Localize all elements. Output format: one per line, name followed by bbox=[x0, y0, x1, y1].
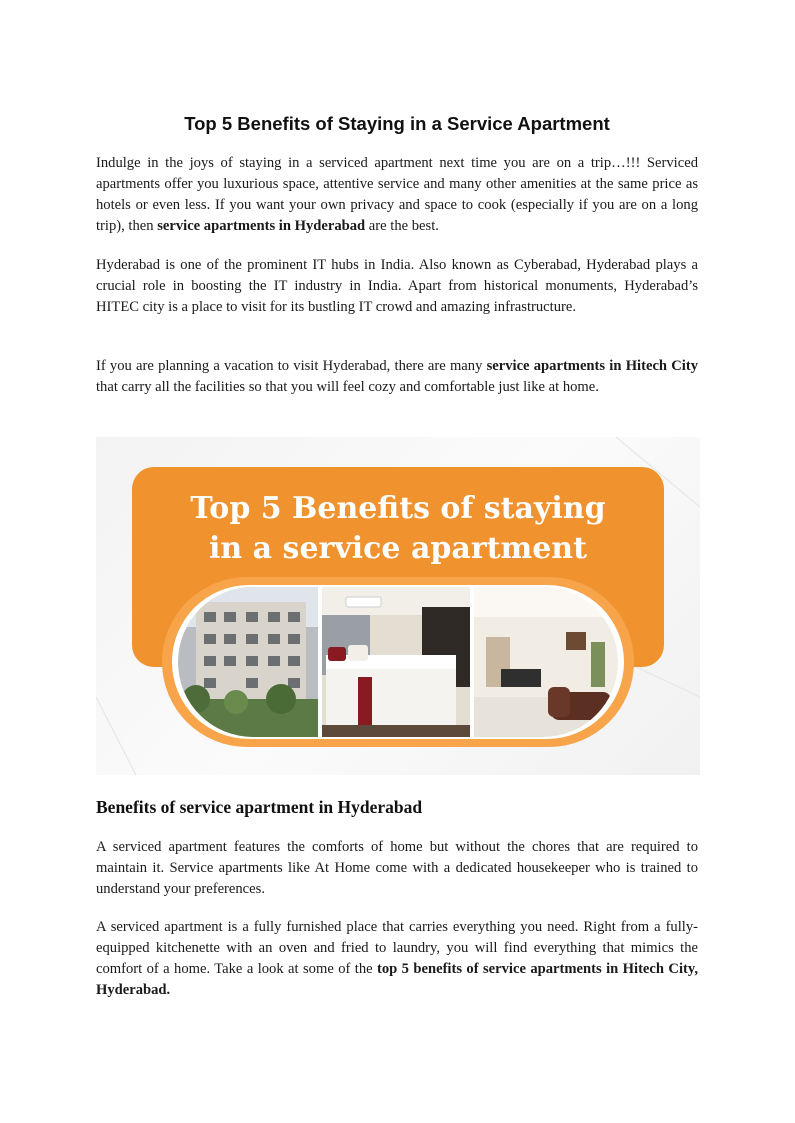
page-title: Top 5 Benefits of Staying in a Service Apartment bbox=[184, 113, 610, 134]
intro-paragraph-1-text: Indulge in the joys of staying in a serviced apartment next time you are on a trip…!!! Serviced apartments offer you luxurious space, attentive service and many other amenities at the same price as hotels or even less. If you want your own privacy and space to cook (especially if you are on a long trip), then bbox=[96, 155, 698, 234]
section-heading: Benefits of service apartment in Hyderabad bbox=[96, 797, 423, 817]
section-paragraph-2 bbox=[96, 917, 698, 1001]
banner-title-line-1: Top 5 Benefits of staying bbox=[190, 491, 606, 526]
banner-graphic bbox=[96, 437, 700, 775]
bedroom-photo bbox=[322, 587, 470, 737]
intro-paragraph-3 bbox=[96, 356, 698, 398]
top-5-benefits-link[interactable]: top 5 benefits of service apartments in Hitech City, Hyderabad. bbox=[96, 961, 698, 998]
section-paragraph-1: A serviced apartment features the comforts of home but without the chores that are required to maintain it. Service apartments like At Home come with a dedicated housekeeper who is trained to understand your preferences. bbox=[96, 839, 698, 897]
service-apartments-hyderabad-link[interactable]: service apartments in Hyderabad bbox=[157, 218, 366, 234]
section-paragraph-2-text: A serviced apartment is a fully furnished place that carries everything you need. Right from a fully-equipped kitchenette with an oven and fried to laundry, you will find everything that mimics the comfort of a home. Take a look at some of the bbox=[96, 919, 698, 977]
service-apartments-hitech-link[interactable]: service apartments in Hitech City bbox=[486, 358, 699, 374]
banner-image bbox=[96, 437, 700, 775]
intro-paragraph-2: Hyderabad is one of the prominent IT hubs in India. Also known as Cyberabad, Hyderabad plays a crucial role in boosting the IT industry in India. Apart from historical monuments, Hyderabad’s HITEC city is a place to visit for its bustling IT crowd and amazing infrastructure. bbox=[96, 257, 698, 315]
intro-paragraph-3-text: If you are planning a vacation to visit Hyderabad, there are many bbox=[96, 358, 487, 374]
intro-paragraph-3-end: that carry all the facilities so that you will feel cozy and comfortable just like at home. bbox=[96, 379, 599, 395]
banner-title-line-2: in a service apartment bbox=[209, 531, 587, 566]
intro-paragraph-1-end: are the best. bbox=[365, 218, 439, 234]
living-room-photo bbox=[474, 587, 618, 737]
intro-paragraph-1 bbox=[96, 153, 698, 237]
